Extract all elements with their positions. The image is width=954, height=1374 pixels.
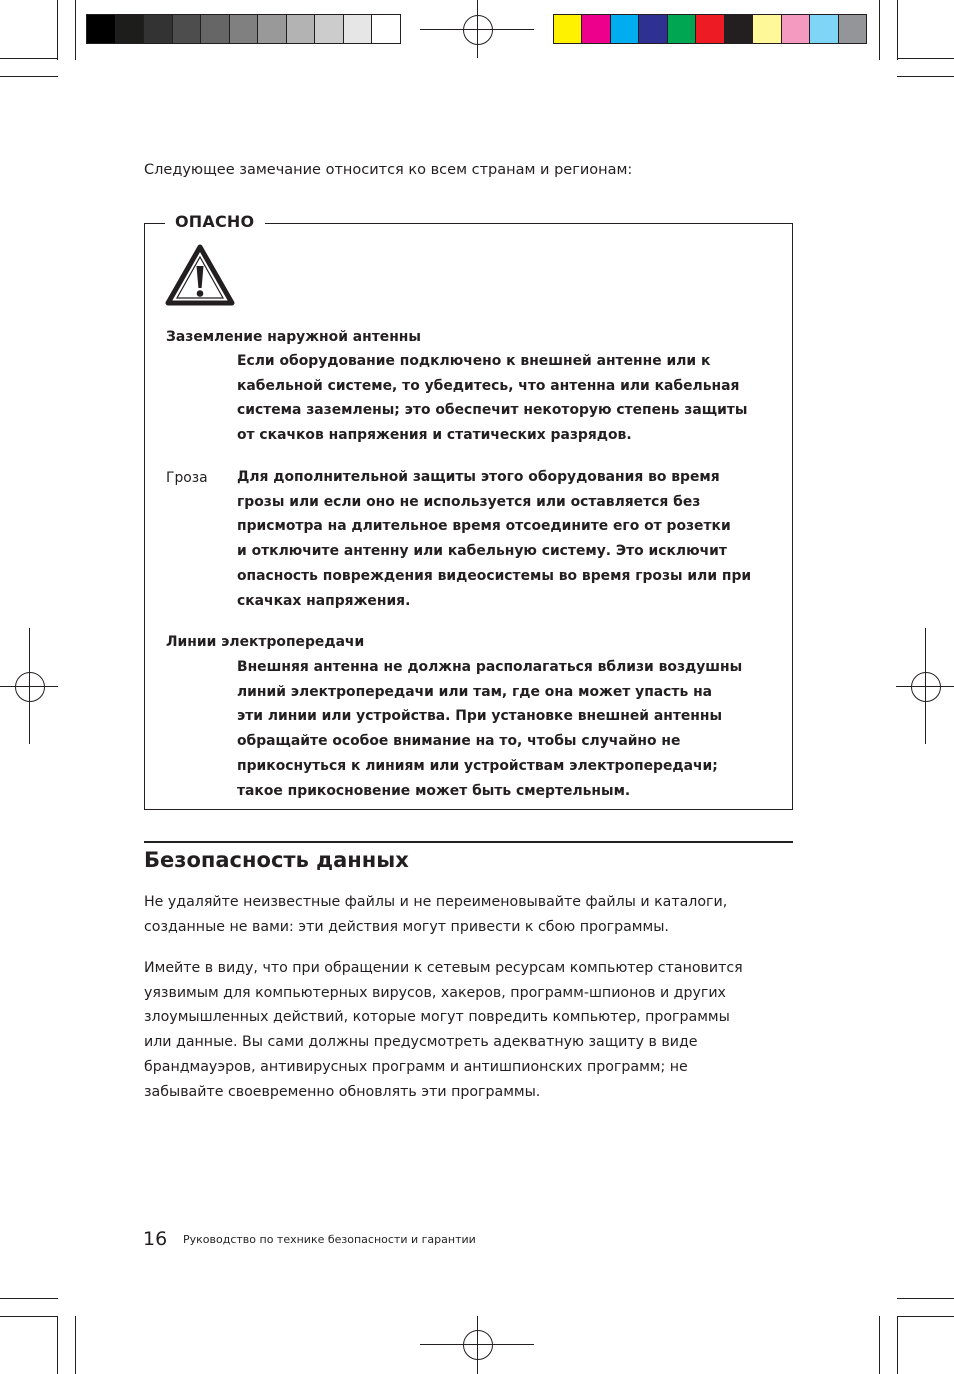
definition-line: опасность повреждения видеосистемы во время грозы или при xyxy=(237,567,752,584)
gray-swatch xyxy=(344,15,373,43)
definition-line: линий электропередачи или там, где она может упасть на xyxy=(237,683,713,700)
color-swatch xyxy=(696,15,724,43)
definition-line: скачках напряжения. xyxy=(237,592,411,609)
crop-mark xyxy=(75,0,76,60)
paragraph-line: брандмауэров, антивирусных программ и антишпионских программ; не xyxy=(144,1058,688,1075)
intro-text: Следующее замечание относится ко всем странам и регионам: xyxy=(144,162,633,178)
color-swatch xyxy=(810,15,838,43)
color-swatch xyxy=(839,15,866,43)
definition-line: система заземлены; это обеспечит некоторую степень защиты xyxy=(237,402,748,419)
gray-swatch xyxy=(87,15,116,43)
grayscale-calibration-bar xyxy=(86,14,401,44)
color-swatch xyxy=(725,15,753,43)
gray-swatch xyxy=(258,15,287,43)
danger-title: ОПАСНО xyxy=(165,211,265,233)
crop-mark xyxy=(0,1298,58,1299)
gray-swatch xyxy=(201,15,230,43)
color-swatch xyxy=(753,15,781,43)
color-swatch xyxy=(611,15,639,43)
definition-line: от скачков напряжения и статических разрядов. xyxy=(237,427,632,444)
crop-mark xyxy=(897,1316,954,1317)
paragraph-line: или данные. Вы сами должны предусмотреть адекватную защиту в виде xyxy=(144,1034,698,1051)
crop-mark xyxy=(897,1316,898,1374)
danger-term-antenna-grounding: Заземление наружной антенны xyxy=(166,329,421,345)
crop-mark xyxy=(897,76,954,77)
section-paragraph xyxy=(144,956,793,1104)
crop-mark xyxy=(897,0,898,60)
paragraph-line: созданные не вами: эти действия могут привести к сбою программы. xyxy=(144,918,669,935)
crop-mark xyxy=(57,0,58,60)
definition-line: Для дополнительной защиты этого оборудования во время xyxy=(237,469,720,485)
danger-definition-power-lines xyxy=(237,655,782,803)
registration-mark xyxy=(463,15,493,45)
definition-line: грозы или если оно не используется или оставляется без xyxy=(237,493,701,510)
definition-line: кабельной системе, то убедитесь, что антенна или кабельная xyxy=(237,377,740,394)
registration-mark xyxy=(463,1330,493,1360)
gray-swatch xyxy=(173,15,202,43)
crop-mark xyxy=(57,1316,58,1374)
section-paragraph xyxy=(144,890,793,939)
paragraph-line: уязвимым для компьютерных вирусов, хакеров, программ-шпионов и других xyxy=(144,984,726,1001)
definition-line: обращайте особое внимание на то, чтобы случайно не xyxy=(237,733,681,750)
color-swatch xyxy=(554,15,582,43)
crop-mark xyxy=(897,1298,954,1299)
footer-title: Руководство по технике безопасности и гарантии xyxy=(183,1233,476,1246)
definition-line: такое прикосновение может быть смертельным. xyxy=(237,782,631,799)
registration-mark xyxy=(15,672,45,702)
color-swatch xyxy=(668,15,696,43)
crop-mark xyxy=(0,1316,58,1317)
warning-triangle-icon xyxy=(165,244,235,306)
crop-mark xyxy=(0,58,58,59)
paragraph-line: забывайте своевременно обновлять эти программы. xyxy=(144,1083,541,1100)
crop-mark xyxy=(0,76,58,77)
definition-line: Если оборудование подключено к внешней антенне или к xyxy=(237,353,711,369)
definition-line: Внешняя антенна не должна располагаться вблизи воздушны xyxy=(237,659,743,675)
page-number: 16 xyxy=(143,1228,168,1250)
gray-swatch xyxy=(372,15,400,43)
color-swatch xyxy=(582,15,610,43)
danger-term-power-lines: Линии электропередачи xyxy=(166,634,365,650)
definition-line: прикоснуться к линиям или устройствам электропередачи; xyxy=(237,757,718,774)
color-swatch xyxy=(639,15,667,43)
gray-swatch xyxy=(315,15,344,43)
danger-definition-thunderstorm xyxy=(237,465,782,613)
gray-swatch xyxy=(144,15,173,43)
paragraph-line: Имейте в виду, что при обращении к сетевым ресурсам компьютер становится xyxy=(144,960,743,976)
danger-term-thunderstorm: Гроза xyxy=(166,470,208,486)
color-calibration-bar xyxy=(553,14,867,44)
definition-line: эти линии или устройства. При установке внешней антенны xyxy=(237,708,723,725)
crop-mark xyxy=(879,1316,880,1374)
crop-mark xyxy=(897,58,954,59)
color-swatch xyxy=(782,15,810,43)
section-title: Безопасность данных xyxy=(144,848,409,872)
crop-mark xyxy=(75,1316,76,1374)
registration-mark xyxy=(911,672,941,702)
definition-line: присмотра на длительное время отсоедините его от розетки xyxy=(237,518,731,535)
definition-line: и отключите антенну или кабельную систему. Это исключит xyxy=(237,543,727,560)
gray-swatch xyxy=(287,15,316,43)
paragraph-line: злоумышленных действий, которые могут повредить компьютер, программы xyxy=(144,1009,730,1026)
section-divider xyxy=(144,841,793,843)
gray-swatch xyxy=(230,15,259,43)
danger-definition-antenna-grounding xyxy=(237,349,782,448)
crop-mark xyxy=(879,0,880,60)
paragraph-line: Не удаляйте неизвестные файлы и не переименовывайте файлы и каталоги, xyxy=(144,894,728,910)
gray-swatch xyxy=(116,15,145,43)
